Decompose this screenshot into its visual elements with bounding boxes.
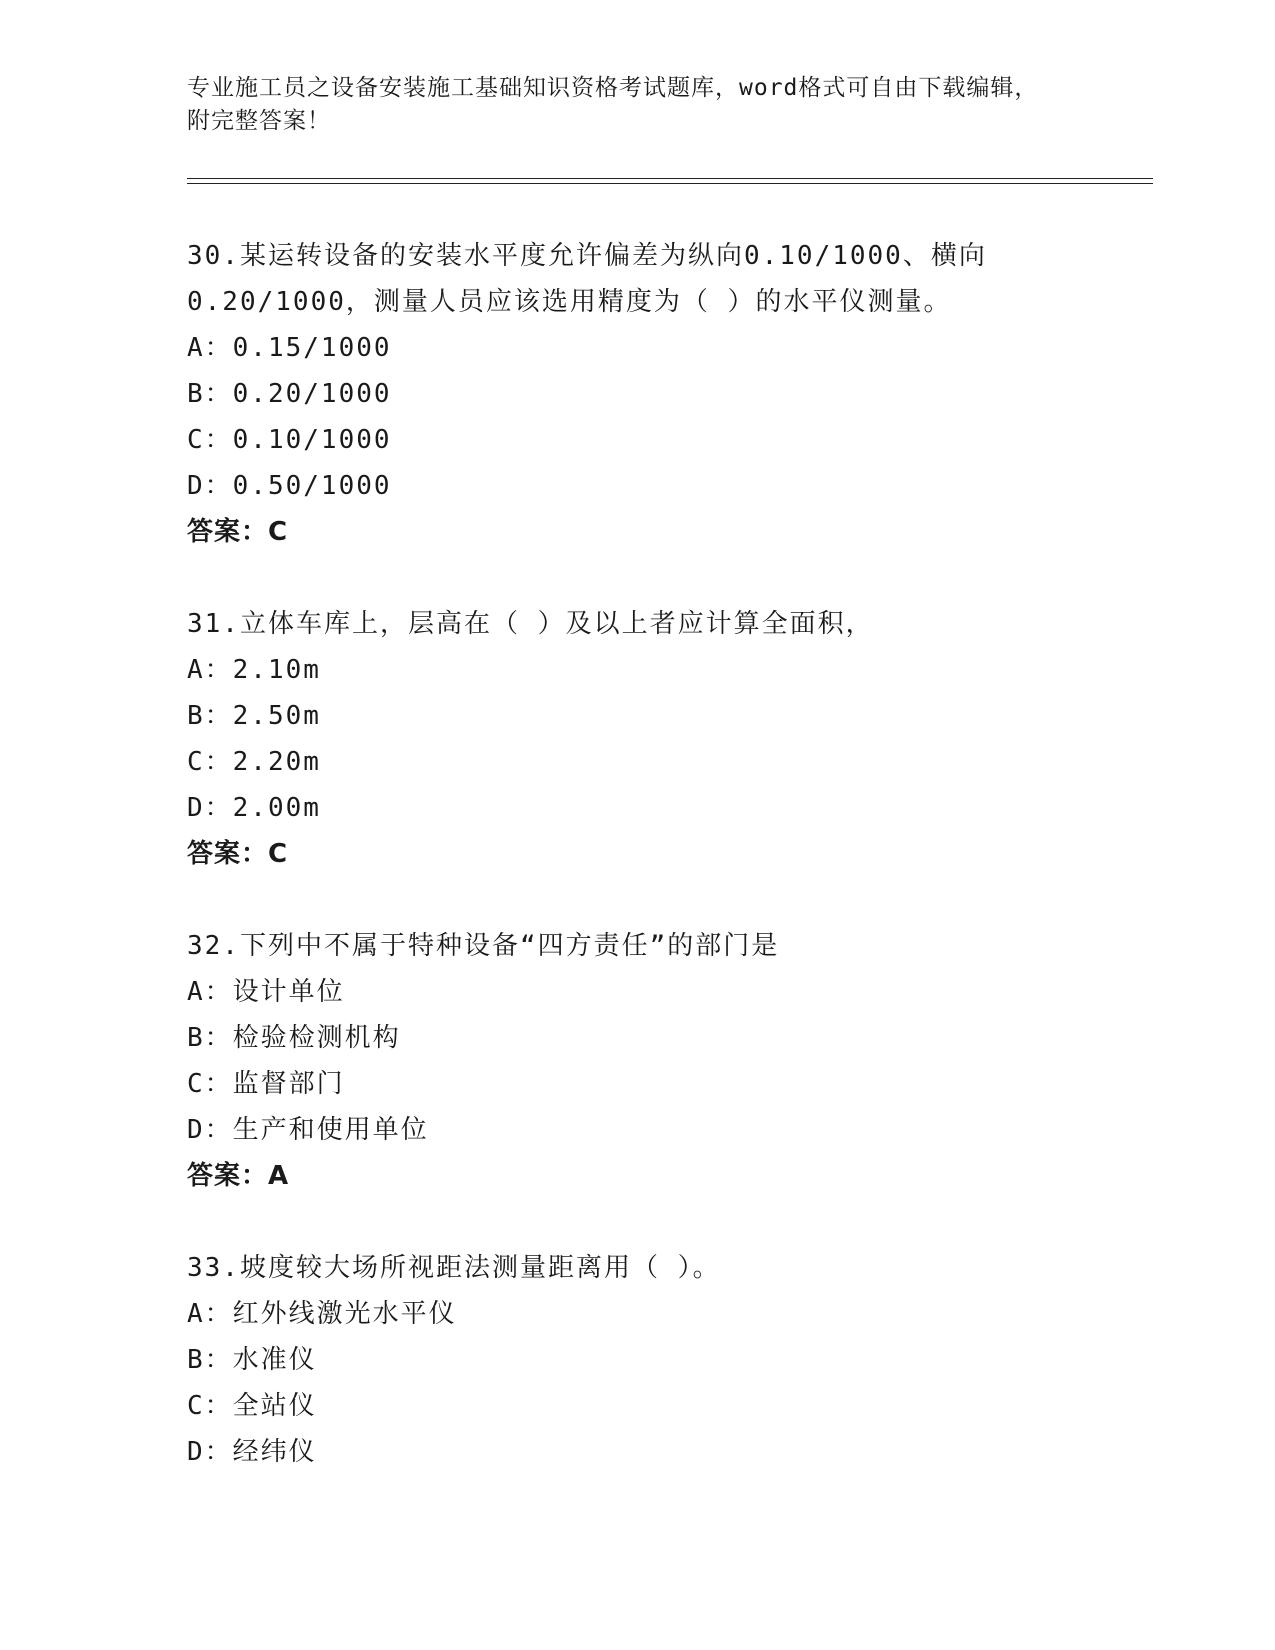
option-a: A：0.15/1000 (187, 333, 392, 363)
document-header (187, 72, 1087, 138)
question-text: 32.下列中不属于特种设备“四方责任”的部门是 (187, 931, 780, 961)
option-c: C：监督部门 (187, 1069, 345, 1099)
header-divider-bottom (187, 183, 1153, 184)
option-c: C：2.20m (187, 747, 321, 777)
option-d: D：经纬仪 (187, 1437, 317, 1467)
question-30 (187, 233, 1153, 555)
header-divider-top (187, 178, 1153, 179)
option-c: C：全站仪 (187, 1391, 317, 1421)
header-line-1: 专业施工员之设备安装施工基础知识资格考试题库，word格式可自由下载编辑， (187, 75, 1039, 101)
question-text: 0.20/1000，测量人员应该选用精度为（ ）的水平仪测量。 (187, 287, 952, 317)
answer: 答案：C (187, 517, 289, 547)
question-text: 33.坡度较大场所视距法测量距离用（ ）。 (187, 1253, 721, 1283)
spacer (187, 555, 1153, 601)
option-d: D：2.00m (187, 793, 321, 823)
option-b: B：水准仪 (187, 1345, 317, 1375)
option-d: D：0.50/1000 (187, 471, 392, 501)
option-a: A：设计单位 (187, 977, 345, 1007)
spacer (187, 1199, 1153, 1245)
option-a: A：2.10m (187, 655, 321, 685)
option-c: C：0.10/1000 (187, 425, 392, 455)
option-b: B：2.50m (187, 701, 321, 731)
question-31 (187, 601, 1153, 877)
option-d: D：生产和使用单位 (187, 1115, 429, 1145)
question-33 (187, 1245, 1153, 1475)
option-b: B：0.20/1000 (187, 379, 392, 409)
option-a: A：红外线激光水平仪 (187, 1299, 457, 1329)
answer: 答案：C (187, 839, 289, 869)
answer: 答案：A (187, 1161, 290, 1191)
question-text: 31.立体车库上，层高在（ ）及以上者应计算全面积， (187, 609, 874, 639)
question-32 (187, 923, 1153, 1199)
spacer (187, 877, 1153, 923)
question-list (187, 233, 1153, 1475)
option-b: B：检验检测机构 (187, 1023, 401, 1053)
question-text: 30.某运转设备的安装水平度允许偏差为纵向0.10/1000、横向 (187, 241, 987, 271)
header-line-2: 附完整答案！ (187, 108, 331, 134)
